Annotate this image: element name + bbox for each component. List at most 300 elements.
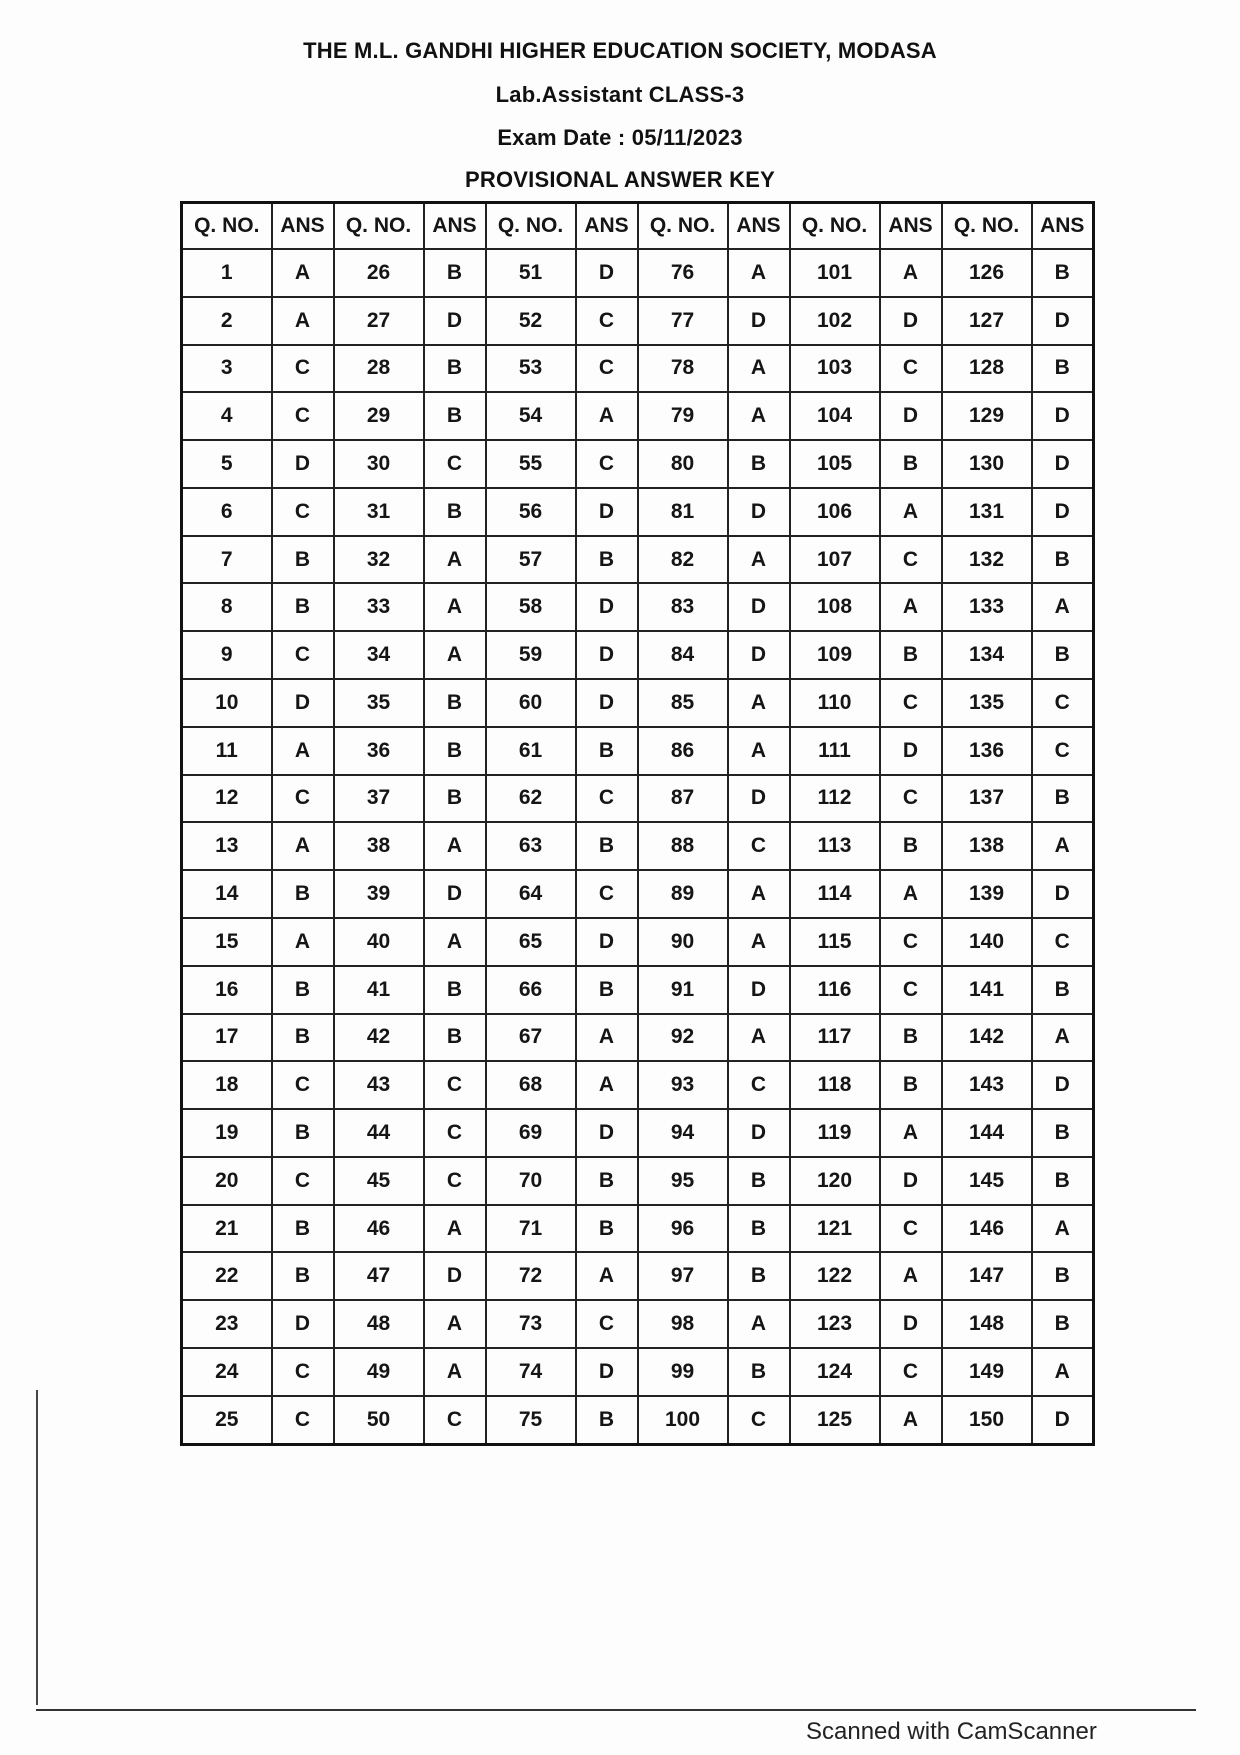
answer-cell: C <box>1032 679 1094 727</box>
question-number: 17 <box>182 1014 272 1062</box>
answer-cell: A <box>1032 583 1094 631</box>
question-number: 63 <box>486 822 576 870</box>
question-number: 79 <box>638 392 728 440</box>
question-number: 118 <box>790 1061 880 1109</box>
question-number: 66 <box>486 966 576 1014</box>
question-number: 119 <box>790 1109 880 1157</box>
answer-cell: A <box>424 536 486 584</box>
question-number: 150 <box>942 1396 1032 1445</box>
question-number: 131 <box>942 488 1032 536</box>
question-number: 67 <box>486 1014 576 1062</box>
question-number: 35 <box>334 679 424 727</box>
answer-cell: C <box>424 440 486 488</box>
answer-cell: C <box>272 392 334 440</box>
question-number: 39 <box>334 870 424 918</box>
question-number: 1 <box>182 249 272 297</box>
table-row <box>182 249 1094 297</box>
question-number: 108 <box>790 583 880 631</box>
answer-cell: A <box>272 822 334 870</box>
answer-cell: B <box>1032 345 1094 393</box>
question-number: 117 <box>790 1014 880 1062</box>
question-number: 109 <box>790 631 880 679</box>
answer-cell: A <box>728 918 790 966</box>
answer-cell: B <box>576 727 638 775</box>
answer-cell: C <box>272 1157 334 1205</box>
answer-cell: C <box>880 345 942 393</box>
table-row <box>182 966 1094 1014</box>
camscanner-watermark: Scanned with CamScanner <box>806 1718 1097 1745</box>
answer-cell: B <box>576 1157 638 1205</box>
question-number: 81 <box>638 488 728 536</box>
answer-cell: D <box>576 1348 638 1396</box>
question-number: 104 <box>790 392 880 440</box>
question-number: 122 <box>790 1252 880 1300</box>
question-number: 95 <box>638 1157 728 1205</box>
question-number: 34 <box>334 631 424 679</box>
answer-cell: C <box>880 918 942 966</box>
answer-cell: B <box>272 870 334 918</box>
answer-cell: A <box>1032 1014 1094 1062</box>
answer-cell: B <box>272 1014 334 1062</box>
question-number: 90 <box>638 918 728 966</box>
answer-cell: C <box>576 870 638 918</box>
question-number: 12 <box>182 775 272 823</box>
question-number: 42 <box>334 1014 424 1062</box>
question-number: 134 <box>942 631 1032 679</box>
question-number: 62 <box>486 775 576 823</box>
table-row <box>182 1109 1094 1157</box>
question-number: 29 <box>334 392 424 440</box>
answer-cell: D <box>576 679 638 727</box>
question-number: 139 <box>942 870 1032 918</box>
question-number: 141 <box>942 966 1032 1014</box>
answer-cell: D <box>424 297 486 345</box>
table-row <box>182 392 1094 440</box>
answer-cell: C <box>272 345 334 393</box>
answer-cell: C <box>272 775 334 823</box>
answer-cell: B <box>880 1061 942 1109</box>
answer-cell: B <box>1032 536 1094 584</box>
answer-cell: D <box>728 583 790 631</box>
answer-cell: B <box>272 583 334 631</box>
table-row <box>182 870 1094 918</box>
question-number: 8 <box>182 583 272 631</box>
answer-cell: B <box>424 679 486 727</box>
answer-cell: C <box>728 1396 790 1445</box>
answer-cell: C <box>576 1300 638 1348</box>
header-q-no: Q. NO. <box>486 203 576 250</box>
answer-cell: A <box>424 918 486 966</box>
question-number: 27 <box>334 297 424 345</box>
question-number: 50 <box>334 1396 424 1445</box>
question-number: 138 <box>942 822 1032 870</box>
table-row <box>182 1396 1094 1445</box>
answer-cell: B <box>424 1014 486 1062</box>
table-row <box>182 1061 1094 1109</box>
question-number: 25 <box>182 1396 272 1445</box>
answer-key-table <box>180 201 1095 1446</box>
header-ans: ANS <box>1032 203 1094 250</box>
answer-cell: A <box>728 727 790 775</box>
answer-cell: C <box>424 1157 486 1205</box>
question-number: 120 <box>790 1157 880 1205</box>
question-number: 106 <box>790 488 880 536</box>
table-row <box>182 1205 1094 1253</box>
question-number: 110 <box>790 679 880 727</box>
answer-cell: B <box>1032 249 1094 297</box>
table-row <box>182 1252 1094 1300</box>
table-row <box>182 631 1094 679</box>
question-number: 41 <box>334 966 424 1014</box>
question-number: 7 <box>182 536 272 584</box>
answer-cell: B <box>424 775 486 823</box>
answer-cell: A <box>728 870 790 918</box>
question-number: 98 <box>638 1300 728 1348</box>
table-body <box>182 249 1094 1445</box>
question-number: 16 <box>182 966 272 1014</box>
question-number: 126 <box>942 249 1032 297</box>
question-number: 88 <box>638 822 728 870</box>
question-number: 140 <box>942 918 1032 966</box>
question-number: 123 <box>790 1300 880 1348</box>
question-number: 31 <box>334 488 424 536</box>
answer-cell: B <box>880 822 942 870</box>
answer-cell: C <box>880 679 942 727</box>
page-edge-line <box>36 1390 38 1705</box>
question-number: 94 <box>638 1109 728 1157</box>
answer-cell: D <box>1032 870 1094 918</box>
question-number: 46 <box>334 1205 424 1253</box>
answer-cell: C <box>424 1396 486 1445</box>
answer-cell: A <box>424 1300 486 1348</box>
answer-cell: C <box>576 775 638 823</box>
answer-cell: C <box>728 822 790 870</box>
answer-cell: C <box>1032 918 1094 966</box>
answer-cell: D <box>1032 1396 1094 1445</box>
question-number: 135 <box>942 679 1032 727</box>
answer-cell: B <box>576 536 638 584</box>
answer-cell: B <box>424 249 486 297</box>
answer-cell: B <box>728 1157 790 1205</box>
answer-cell: C <box>880 775 942 823</box>
question-number: 85 <box>638 679 728 727</box>
answer-cell: A <box>424 1348 486 1396</box>
question-number: 107 <box>790 536 880 584</box>
question-number: 113 <box>790 822 880 870</box>
answer-cell: B <box>1032 1300 1094 1348</box>
question-number: 57 <box>486 536 576 584</box>
answer-cell: B <box>272 1109 334 1157</box>
answer-cell: B <box>728 1348 790 1396</box>
answer-cell: B <box>576 1396 638 1445</box>
question-number: 76 <box>638 249 728 297</box>
question-number: 70 <box>486 1157 576 1205</box>
answer-cell: A <box>272 727 334 775</box>
answer-cell: B <box>576 822 638 870</box>
answer-cell: D <box>424 1252 486 1300</box>
answer-cell: A <box>880 583 942 631</box>
question-number: 13 <box>182 822 272 870</box>
question-number: 97 <box>638 1252 728 1300</box>
question-number: 47 <box>334 1252 424 1300</box>
answer-cell: C <box>576 297 638 345</box>
answer-cell: A <box>1032 1205 1094 1253</box>
question-number: 112 <box>790 775 880 823</box>
answer-cell: D <box>272 679 334 727</box>
question-number: 127 <box>942 297 1032 345</box>
answer-cell: C <box>880 536 942 584</box>
answer-cell: D <box>880 1157 942 1205</box>
answer-cell: B <box>880 631 942 679</box>
question-number: 78 <box>638 345 728 393</box>
question-number: 4 <box>182 392 272 440</box>
question-number: 36 <box>334 727 424 775</box>
answer-cell: D <box>880 1300 942 1348</box>
answer-cell: A <box>880 249 942 297</box>
question-number: 74 <box>486 1348 576 1396</box>
answer-cell: D <box>880 727 942 775</box>
answer-cell: D <box>728 966 790 1014</box>
answer-cell: A <box>272 249 334 297</box>
answer-cell: A <box>880 870 942 918</box>
question-number: 91 <box>638 966 728 1014</box>
question-number: 30 <box>334 440 424 488</box>
answer-cell: D <box>880 392 942 440</box>
question-number: 148 <box>942 1300 1032 1348</box>
table-row <box>182 583 1094 631</box>
question-number: 51 <box>486 249 576 297</box>
answer-cell: A <box>728 536 790 584</box>
document-title: PROVISIONAL ANSWER KEY <box>465 167 775 192</box>
header-q-no: Q. NO. <box>790 203 880 250</box>
question-number: 61 <box>486 727 576 775</box>
question-number: 128 <box>942 345 1032 393</box>
question-number: 9 <box>182 631 272 679</box>
question-number: 20 <box>182 1157 272 1205</box>
question-number: 83 <box>638 583 728 631</box>
answer-cell: C <box>424 1061 486 1109</box>
question-number: 111 <box>790 727 880 775</box>
question-number: 38 <box>334 822 424 870</box>
header-q-no: Q. NO. <box>638 203 728 250</box>
question-number: 14 <box>182 870 272 918</box>
answer-cell: B <box>424 727 486 775</box>
question-number: 53 <box>486 345 576 393</box>
question-number: 5 <box>182 440 272 488</box>
question-number: 33 <box>334 583 424 631</box>
question-number: 115 <box>790 918 880 966</box>
question-number: 129 <box>942 392 1032 440</box>
answer-cell: A <box>576 1014 638 1062</box>
answer-cell: D <box>1032 488 1094 536</box>
society-name: THE M.L. GANDHI HIGHER EDUCATION SOCIETY, MODASA <box>303 38 937 63</box>
question-number: 133 <box>942 583 1032 631</box>
question-number: 68 <box>486 1061 576 1109</box>
table-header-row <box>182 203 1094 250</box>
question-number: 149 <box>942 1348 1032 1396</box>
header-q-no: Q. NO. <box>334 203 424 250</box>
answer-cell: B <box>728 1252 790 1300</box>
question-number: 82 <box>638 536 728 584</box>
answer-cell: A <box>880 488 942 536</box>
answer-cell: D <box>728 631 790 679</box>
answer-cell: C <box>272 1396 334 1445</box>
question-number: 6 <box>182 488 272 536</box>
question-number: 43 <box>334 1061 424 1109</box>
question-number: 77 <box>638 297 728 345</box>
question-number: 24 <box>182 1348 272 1396</box>
answer-cell: B <box>1032 966 1094 1014</box>
answer-cell: B <box>880 1014 942 1062</box>
answer-cell: A <box>576 1252 638 1300</box>
answer-cell: C <box>880 1348 942 1396</box>
question-number: 44 <box>334 1109 424 1157</box>
answer-cell: C <box>424 1109 486 1157</box>
answer-cell: D <box>576 583 638 631</box>
question-number: 59 <box>486 631 576 679</box>
question-number: 64 <box>486 870 576 918</box>
question-number: 75 <box>486 1396 576 1445</box>
question-number: 137 <box>942 775 1032 823</box>
question-number: 22 <box>182 1252 272 1300</box>
answer-cell: D <box>576 488 638 536</box>
question-number: 71 <box>486 1205 576 1253</box>
question-number: 102 <box>790 297 880 345</box>
header-ans: ANS <box>728 203 790 250</box>
answer-cell: B <box>272 1205 334 1253</box>
table-row <box>182 1348 1094 1396</box>
answer-cell: B <box>1032 1252 1094 1300</box>
answer-cell: B <box>728 1205 790 1253</box>
question-number: 49 <box>334 1348 424 1396</box>
header-ans: ANS <box>576 203 638 250</box>
answer-cell: A <box>1032 1348 1094 1396</box>
question-number: 142 <box>942 1014 1032 1062</box>
answer-cell: B <box>576 966 638 1014</box>
question-number: 2 <box>182 297 272 345</box>
question-number: 54 <box>486 392 576 440</box>
question-number: 116 <box>790 966 880 1014</box>
header-q-no: Q. NO. <box>182 203 272 250</box>
answer-cell: A <box>880 1396 942 1445</box>
answer-cell: B <box>424 345 486 393</box>
table-row <box>182 488 1094 536</box>
question-number: 73 <box>486 1300 576 1348</box>
header-q-no: Q. NO. <box>942 203 1032 250</box>
question-number: 19 <box>182 1109 272 1157</box>
question-number: 11 <box>182 727 272 775</box>
question-number: 60 <box>486 679 576 727</box>
question-number: 147 <box>942 1252 1032 1300</box>
answer-cell: A <box>1032 822 1094 870</box>
question-number: 40 <box>334 918 424 966</box>
question-number: 89 <box>638 870 728 918</box>
answer-cell: D <box>576 918 638 966</box>
answer-cell: D <box>576 249 638 297</box>
question-number: 18 <box>182 1061 272 1109</box>
post-name: Lab.Assistant CLASS-3 <box>495 82 745 107</box>
question-number: 26 <box>334 249 424 297</box>
table-row <box>182 679 1094 727</box>
question-number: 136 <box>942 727 1032 775</box>
answer-cell: C <box>728 1061 790 1109</box>
answer-cell: A <box>576 392 638 440</box>
answer-cell: B <box>424 966 486 1014</box>
answer-cell: B <box>728 440 790 488</box>
answer-cell: A <box>728 679 790 727</box>
answer-cell: C <box>272 488 334 536</box>
question-number: 48 <box>334 1300 424 1348</box>
answer-cell: A <box>728 249 790 297</box>
question-number: 52 <box>486 297 576 345</box>
answer-cell: C <box>880 966 942 1014</box>
answer-cell: D <box>1032 440 1094 488</box>
question-number: 87 <box>638 775 728 823</box>
question-number: 105 <box>790 440 880 488</box>
question-number: 144 <box>942 1109 1032 1157</box>
answer-cell: A <box>424 822 486 870</box>
question-number: 124 <box>790 1348 880 1396</box>
question-number: 65 <box>486 918 576 966</box>
answer-cell: C <box>272 631 334 679</box>
question-number: 93 <box>638 1061 728 1109</box>
question-number: 55 <box>486 440 576 488</box>
question-number: 100 <box>638 1396 728 1445</box>
question-number: 69 <box>486 1109 576 1157</box>
answer-cell: A <box>424 583 486 631</box>
question-number: 15 <box>182 918 272 966</box>
answer-cell: D <box>728 775 790 823</box>
question-number: 114 <box>790 870 880 918</box>
question-number: 130 <box>942 440 1032 488</box>
answer-cell: D <box>728 297 790 345</box>
question-number: 145 <box>942 1157 1032 1205</box>
answer-cell: D <box>1032 297 1094 345</box>
answer-cell: C <box>880 1205 942 1253</box>
question-number: 84 <box>638 631 728 679</box>
question-number: 121 <box>790 1205 880 1253</box>
question-number: 32 <box>334 536 424 584</box>
question-number: 86 <box>638 727 728 775</box>
question-number: 96 <box>638 1205 728 1253</box>
answer-cell: D <box>272 440 334 488</box>
answer-cell: B <box>424 488 486 536</box>
answer-cell: D <box>1032 1061 1094 1109</box>
question-number: 132 <box>942 536 1032 584</box>
question-number: 143 <box>942 1061 1032 1109</box>
answer-cell: B <box>1032 1109 1094 1157</box>
answer-cell: C <box>272 1348 334 1396</box>
question-number: 101 <box>790 249 880 297</box>
answer-cell: B <box>272 966 334 1014</box>
question-number: 37 <box>334 775 424 823</box>
answer-cell: B <box>576 1205 638 1253</box>
answer-cell: B <box>1032 1157 1094 1205</box>
question-number: 58 <box>486 583 576 631</box>
table-row <box>182 345 1094 393</box>
answer-cell: C <box>576 345 638 393</box>
question-number: 80 <box>638 440 728 488</box>
question-number: 99 <box>638 1348 728 1396</box>
answer-cell: B <box>424 392 486 440</box>
answer-cell: C <box>272 1061 334 1109</box>
header-ans: ANS <box>272 203 334 250</box>
question-number: 72 <box>486 1252 576 1300</box>
table-row <box>182 775 1094 823</box>
question-number: 23 <box>182 1300 272 1348</box>
answer-cell: B <box>880 440 942 488</box>
answer-cell: A <box>728 1300 790 1348</box>
